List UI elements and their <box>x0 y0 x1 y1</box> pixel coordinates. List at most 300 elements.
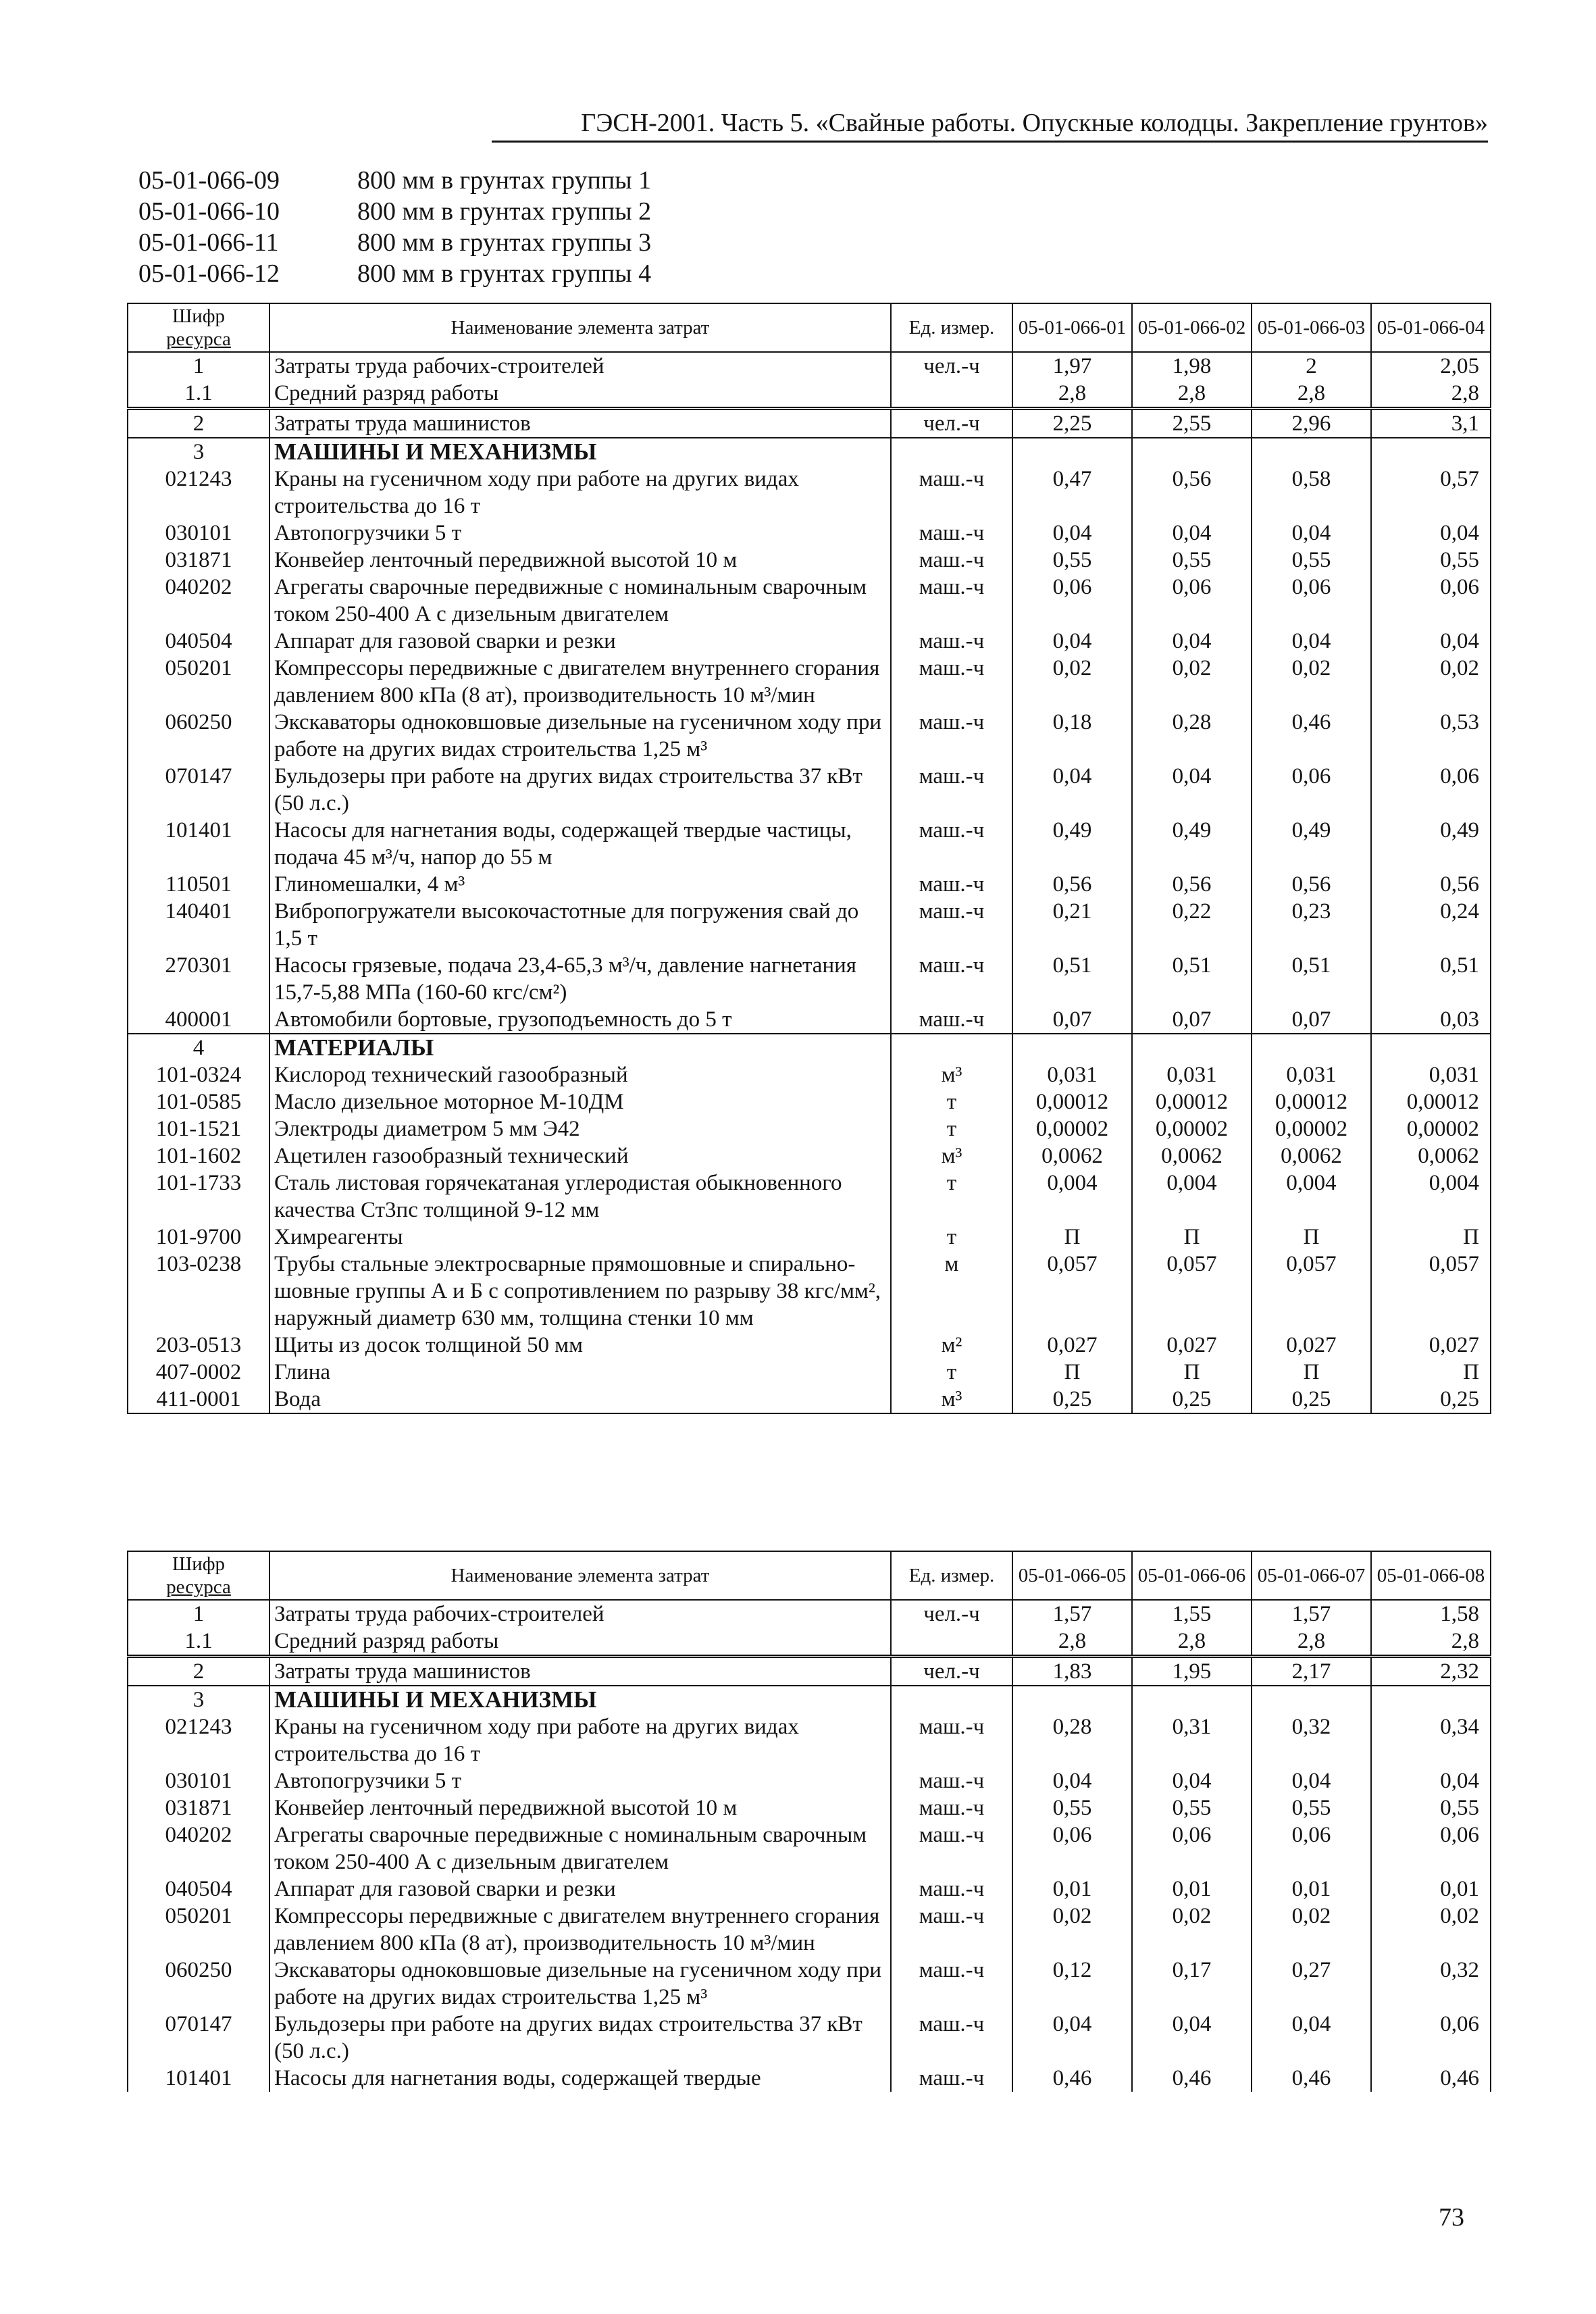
norm-value: 0,25 <box>1012 1386 1132 1413</box>
resource-name: Экскаваторы одноковшовые дизельные на гусеничном ходу при работе на других видах строительства 1,25 м³ <box>269 1957 891 2011</box>
table-row <box>128 898 1491 952</box>
norm-value: 0,28 <box>1012 1713 1132 1767</box>
resource-unit: маш.-ч <box>891 1821 1012 1876</box>
table-header-row <box>128 303 1491 352</box>
resource-cipher: 021243 <box>128 1713 269 1767</box>
norm-value: 0,04 <box>1012 2011 1132 2065</box>
resource-cipher: 1 <box>128 352 269 380</box>
table-row <box>128 817 1491 871</box>
norm-value: П <box>1132 1224 1252 1251</box>
norm-value: 0,25 <box>1252 1386 1371 1413</box>
resource-unit: чел.-ч <box>891 1657 1012 1686</box>
norm-value: 0,0062 <box>1371 1142 1491 1169</box>
table-row <box>128 1686 1491 1713</box>
norm-value: 0,02 <box>1252 1903 1371 1957</box>
norm-value: 0,027 <box>1012 1332 1132 1359</box>
norm-value: 0,51 <box>1371 952 1491 1006</box>
norm-value: 0,17 <box>1132 1957 1252 2011</box>
norm-value: 0,06 <box>1371 763 1491 817</box>
header-norm-code: 05-01-066-07 <box>1252 1551 1371 1600</box>
resource-cipher: 040202 <box>128 574 269 628</box>
resource-unit: маш.-ч <box>891 2065 1012 2092</box>
norm-value: 0,55 <box>1252 1794 1371 1821</box>
code-id: 05-01-066-10 <box>138 197 280 226</box>
resource-cipher: 031871 <box>128 547 269 574</box>
table-row <box>128 1088 1491 1115</box>
resource-unit: маш.-ч <box>891 520 1012 547</box>
norm-value: 0,49 <box>1252 817 1371 871</box>
norm-value <box>1371 1686 1491 1713</box>
resource-name: Автопогрузчики 5 т <box>269 1767 891 1794</box>
norm-value: 0,0062 <box>1132 1142 1252 1169</box>
header-rule <box>492 141 1488 143</box>
resource-unit <box>891 1686 1012 1713</box>
table-row <box>128 1903 1491 1957</box>
resource-name: Автомобили бортовые, грузоподъемность до 5 т <box>269 1006 891 1034</box>
page-header: ГЭСН-2001. Часть 5. «Свайные работы. Опускные колодцы. Закрепление грунтов» <box>581 109 1488 137</box>
norm-value: 0,27 <box>1252 1957 1371 2011</box>
norm-value: 0,04 <box>1371 1767 1491 1794</box>
section-title: МАШИНЫ И МЕХАНИЗМЫ <box>269 1686 891 1713</box>
norm-value: 0,04 <box>1371 628 1491 655</box>
resource-unit: т <box>891 1224 1012 1251</box>
resource-name: Средний разряд работы <box>269 1628 891 1657</box>
resource-unit: маш.-ч <box>891 547 1012 574</box>
resource-unit: м <box>891 1251 1012 1332</box>
norm-value <box>1371 438 1491 466</box>
code-desc: 800 мм в грунтах группы 1 <box>357 166 652 195</box>
header-norm-code: 05-01-066-01 <box>1012 303 1132 352</box>
norm-value: 0,06 <box>1252 574 1371 628</box>
norm-value: 0,22 <box>1132 898 1252 952</box>
norm-value <box>1132 1034 1252 1061</box>
norm-value: 0,02 <box>1371 1903 1491 1957</box>
norm-value: 0,04 <box>1132 520 1252 547</box>
section-title: МАТЕРИАЛЫ <box>269 1034 891 1061</box>
resource-name: Автопогрузчики 5 т <box>269 520 891 547</box>
resource-cipher: 050201 <box>128 655 269 709</box>
norm-value: П <box>1371 1359 1491 1386</box>
resource-name: Насосы для нагнетания воды, содержащей твердые <box>269 2065 891 2092</box>
norm-value: 0,031 <box>1132 1061 1252 1088</box>
table-row <box>128 655 1491 709</box>
norm-value: 0,46 <box>1252 2065 1371 2092</box>
table-row <box>128 1224 1491 1251</box>
header-cipher <box>128 1551 269 1600</box>
header-norm-code: 05-01-066-05 <box>1012 1551 1132 1600</box>
norm-value: 0,07 <box>1132 1006 1252 1034</box>
table-row <box>128 1142 1491 1169</box>
resource-unit: чел.-ч <box>891 1600 1012 1628</box>
table-row <box>128 1767 1491 1794</box>
norm-value: 0,56 <box>1132 871 1252 898</box>
norm-value: 0,49 <box>1012 817 1132 871</box>
resource-table-2 <box>127 1551 1491 2092</box>
table-row <box>128 1876 1491 1903</box>
resource-cipher: 3 <box>128 1686 269 1713</box>
norm-value: 0,04 <box>1371 520 1491 547</box>
norm-value: 0,28 <box>1132 709 1252 763</box>
resource-name: Вода <box>269 1386 891 1413</box>
resource-unit: маш.-ч <box>891 1713 1012 1767</box>
table-row <box>128 709 1491 763</box>
resource-unit <box>891 438 1012 466</box>
norm-value: 0,56 <box>1252 871 1371 898</box>
norm-value: 0,04 <box>1012 520 1132 547</box>
resource-name: Бульдозеры при работе на других видах строительства 37 кВт (50 л.с.) <box>269 763 891 817</box>
norm-value: 0,057 <box>1371 1251 1491 1332</box>
norm-value: 0,02 <box>1132 1903 1252 1957</box>
norm-value <box>1252 1034 1371 1061</box>
resource-cipher: 103-0238 <box>128 1251 269 1332</box>
resource-unit: т <box>891 1169 1012 1224</box>
resource-name: Вибропогружатели высокочастотные для погружения свай до 1,5 т <box>269 898 891 952</box>
resource-name: Химреагенты <box>269 1224 891 1251</box>
resource-cipher: 1.1 <box>128 1628 269 1657</box>
resource-name: Насосы грязевые, подача 23,4-65,3 м³/ч, давление нагнетания 15,7-5,88 МПа (160-60 кгс/см²) <box>269 952 891 1006</box>
norm-value: 0,24 <box>1371 898 1491 952</box>
resource-table-1 <box>127 303 1491 1414</box>
norm-value: 0,49 <box>1132 817 1252 871</box>
resource-cipher: 2 <box>128 1657 269 1686</box>
norm-value: 0,04 <box>1132 1767 1252 1794</box>
table-row <box>128 1600 1491 1628</box>
page-number: 73 <box>1439 2203 1464 2232</box>
norm-value: 1,55 <box>1132 1600 1252 1628</box>
resource-unit: маш.-ч <box>891 817 1012 871</box>
norm-value: 0,04 <box>1012 763 1132 817</box>
resource-cipher: 101-9700 <box>128 1224 269 1251</box>
norm-value: 0,55 <box>1132 1794 1252 1821</box>
resource-unit: маш.-ч <box>891 871 1012 898</box>
resource-cipher: 070147 <box>128 763 269 817</box>
norm-value: 0,031 <box>1371 1061 1491 1088</box>
norm-value: 0,49 <box>1371 817 1491 871</box>
norm-value: 0,031 <box>1012 1061 1132 1088</box>
table-row <box>128 763 1491 817</box>
resource-cipher: 400001 <box>128 1006 269 1034</box>
resource-unit: маш.-ч <box>891 952 1012 1006</box>
table-row <box>128 2011 1491 2065</box>
norm-value: 0,32 <box>1252 1713 1371 1767</box>
norm-value: 2,55 <box>1132 409 1252 438</box>
resource-unit: м³ <box>891 1142 1012 1169</box>
resource-name: Конвейер ленточный передвижной высотой 10 м <box>269 547 891 574</box>
norm-value: 0,004 <box>1371 1169 1491 1224</box>
resource-unit: маш.-ч <box>891 574 1012 628</box>
header-cipher-line2: ресурса <box>166 328 231 350</box>
resource-name: Средний разряд работы <box>269 380 891 409</box>
norm-value: 0,004 <box>1012 1169 1132 1224</box>
norm-value <box>1252 438 1371 466</box>
norm-value: 2 <box>1252 352 1371 380</box>
resource-cipher: 407-0002 <box>128 1359 269 1386</box>
norm-value: 0,55 <box>1371 547 1491 574</box>
table-row <box>128 380 1491 409</box>
resource-unit: маш.-ч <box>891 1957 1012 2011</box>
table-row <box>128 409 1491 438</box>
resource-unit: маш.-ч <box>891 709 1012 763</box>
table-row <box>128 438 1491 466</box>
header-cipher-line1: Шифр <box>172 1553 226 1575</box>
norm-value: 0,027 <box>1252 1332 1371 1359</box>
norm-value: 0,00012 <box>1012 1088 1132 1115</box>
header-norm-code: 05-01-066-06 <box>1132 1551 1252 1600</box>
norm-value: 0,01 <box>1252 1876 1371 1903</box>
norm-value: 0,32 <box>1371 1957 1491 2011</box>
table-row <box>128 1957 1491 2011</box>
norm-value: 0,00002 <box>1252 1115 1371 1142</box>
table-row <box>128 1628 1491 1657</box>
header-norm-code: 05-01-066-03 <box>1252 303 1371 352</box>
norm-value: 0,58 <box>1252 466 1371 520</box>
norm-value: 0,00012 <box>1132 1088 1252 1115</box>
resource-unit <box>891 380 1012 409</box>
norm-value: 0,04 <box>1132 628 1252 655</box>
header-cipher <box>128 303 269 352</box>
resource-unit: т <box>891 1088 1012 1115</box>
resource-unit: маш.-ч <box>891 1794 1012 1821</box>
code-desc: 800 мм в грунтах группы 3 <box>357 228 652 257</box>
norm-value: П <box>1012 1359 1132 1386</box>
norm-value: 2,8 <box>1132 1628 1252 1657</box>
norm-value: 0,06 <box>1371 574 1491 628</box>
table-row <box>128 547 1491 574</box>
norm-value: 2,17 <box>1252 1657 1371 1686</box>
norm-value: 2,25 <box>1012 409 1132 438</box>
code-row <box>138 258 651 289</box>
table-row <box>128 520 1491 547</box>
norm-value: 0,55 <box>1012 1794 1132 1821</box>
norm-value: 0,04 <box>1252 628 1371 655</box>
norm-value: 1,57 <box>1012 1600 1132 1628</box>
header-name: Наименование элемента затрат <box>269 1551 891 1600</box>
norm-value: 0,03 <box>1371 1006 1491 1034</box>
resource-name: Компрессоры передвижные с двигателем внутреннего сгорания давлением 800 кПа (8 ат), производительность 10 м³/мин <box>269 655 891 709</box>
norm-value: 0,00002 <box>1371 1115 1491 1142</box>
norm-value: 2,8 <box>1371 1628 1491 1657</box>
norm-value: 0,25 <box>1132 1386 1252 1413</box>
resource-name: Щиты из досок толщиной 50 мм <box>269 1332 891 1359</box>
table-header-row <box>128 1551 1491 1600</box>
norm-value: 0,46 <box>1012 2065 1132 2092</box>
norm-value: 0,51 <box>1132 952 1252 1006</box>
norm-value: 0,07 <box>1012 1006 1132 1034</box>
table-row <box>128 1386 1491 1413</box>
table-row <box>128 466 1491 520</box>
resource-name: Экскаваторы одноковшовые дизельные на гусеничном ходу при работе на других видах строительства 1,25 м³ <box>269 709 891 763</box>
resource-cipher: 270301 <box>128 952 269 1006</box>
norm-value: 0,02 <box>1252 655 1371 709</box>
norm-value: 2,32 <box>1371 1657 1491 1686</box>
norm-value: 0,01 <box>1012 1876 1132 1903</box>
norm-value: 0,55 <box>1012 547 1132 574</box>
norm-value: 0,031 <box>1252 1061 1371 1088</box>
resource-name: Затраты труда рабочих-строителей <box>269 1600 891 1628</box>
resource-name: Краны на гусеничном ходу при работе на других видах строительства до 16 т <box>269 466 891 520</box>
code-id: 05-01-066-11 <box>138 228 279 257</box>
resource-unit: маш.-ч <box>891 655 1012 709</box>
resource-name: Агрегаты сварочные передвижные с номинальным сварочным током 250-400 А с дизельным двигателем <box>269 1821 891 1876</box>
norm-value: 0,0062 <box>1012 1142 1132 1169</box>
table-row <box>128 1359 1491 1386</box>
resource-unit <box>891 1034 1012 1061</box>
table-row <box>128 352 1491 380</box>
norm-value <box>1252 1686 1371 1713</box>
resource-cipher: 3 <box>128 438 269 466</box>
header-unit: Ед. измер. <box>891 1551 1012 1600</box>
resource-cipher: 411-0001 <box>128 1386 269 1413</box>
norm-value: 1,83 <box>1012 1657 1132 1686</box>
table-row <box>128 1713 1491 1767</box>
norm-value: 0,06 <box>1371 1821 1491 1876</box>
resource-name: Краны на гусеничном ходу при работе на других видах строительства до 16 т <box>269 1713 891 1767</box>
code-row <box>138 196 651 227</box>
table-row <box>128 1169 1491 1224</box>
resource-cipher: 101401 <box>128 2065 269 2092</box>
norm-value: 0,00012 <box>1252 1088 1371 1115</box>
resource-name: Бульдозеры при работе на других видах строительства 37 кВт (50 л.с.) <box>269 2011 891 2065</box>
norm-value: 0,04 <box>1252 2011 1371 2065</box>
norm-value: 0,01 <box>1132 1876 1252 1903</box>
norm-value: 0,027 <box>1371 1332 1491 1359</box>
resource-unit: маш.-ч <box>891 2011 1012 2065</box>
norm-value: 0,12 <box>1012 1957 1132 2011</box>
table-row <box>128 1332 1491 1359</box>
norm-value: 0,057 <box>1012 1251 1132 1332</box>
norm-value: П <box>1371 1224 1491 1251</box>
norm-value: П <box>1132 1359 1252 1386</box>
resource-name: Ацетилен газообразный технический <box>269 1142 891 1169</box>
resource-cipher: 110501 <box>128 871 269 898</box>
table-row <box>128 1115 1491 1142</box>
resource-cipher: 101-1733 <box>128 1169 269 1224</box>
resource-unit: чел.-ч <box>891 352 1012 380</box>
table-row <box>128 1006 1491 1034</box>
resource-name: Глиномешалки, 4 м³ <box>269 871 891 898</box>
header-cipher-line1: Шифр <box>172 305 226 327</box>
norm-value: 1,98 <box>1132 352 1252 380</box>
resource-name: Глина <box>269 1359 891 1386</box>
resource-unit: маш.-ч <box>891 1903 1012 1957</box>
norm-value: 0,56 <box>1012 871 1132 898</box>
norm-value: 0,56 <box>1371 871 1491 898</box>
norm-value: 2,8 <box>1132 380 1252 409</box>
resource-name: Аппарат для газовой сварки и резки <box>269 628 891 655</box>
norm-value: 0,04 <box>1012 1767 1132 1794</box>
table-row <box>128 871 1491 898</box>
table-row <box>128 952 1491 1006</box>
norm-value: 0,46 <box>1371 2065 1491 2092</box>
norm-value: 0,51 <box>1012 952 1132 1006</box>
norm-value: 0,00012 <box>1371 1088 1491 1115</box>
table-row <box>128 1061 1491 1088</box>
norm-value: 2,8 <box>1252 1628 1371 1657</box>
norm-value <box>1012 1034 1132 1061</box>
resource-name: Масло дизельное моторное М-10ДМ <box>269 1088 891 1115</box>
norm-value <box>1012 1686 1132 1713</box>
norm-value: 1,95 <box>1132 1657 1252 1686</box>
resource-name: Кислород технический газообразный <box>269 1061 891 1088</box>
resource-name: Затраты труда машинистов <box>269 409 891 438</box>
norm-value: 0,02 <box>1012 1903 1132 1957</box>
norm-value: 0,06 <box>1012 574 1132 628</box>
norm-value: 1,58 <box>1371 1600 1491 1628</box>
norm-value: 0,04 <box>1132 2011 1252 2065</box>
norm-value: 0,02 <box>1012 655 1132 709</box>
resource-name: Электроды диаметром 5 мм Э42 <box>269 1115 891 1142</box>
resource-name: Затраты труда рабочих-строителей <box>269 352 891 380</box>
table-row <box>128 1657 1491 1686</box>
resource-cipher: 101-1602 <box>128 1142 269 1169</box>
norm-value: 0,55 <box>1371 1794 1491 1821</box>
resource-cipher: 070147 <box>128 2011 269 2065</box>
norm-value: 0,06 <box>1252 1821 1371 1876</box>
resource-name: Аппарат для газовой сварки и резки <box>269 1876 891 1903</box>
norm-value <box>1132 1686 1252 1713</box>
norm-value: 0,46 <box>1252 709 1371 763</box>
norm-value: 0,06 <box>1132 574 1252 628</box>
resource-name: Насосы для нагнетания воды, содержащей твердые частицы, подача 45 м³/ч, напор до 55 м <box>269 817 891 871</box>
norm-value: 0,06 <box>1132 1821 1252 1876</box>
resource-cipher: 2 <box>128 409 269 438</box>
code-list <box>138 165 651 289</box>
code-id: 05-01-066-09 <box>138 166 280 195</box>
norm-value: 0,53 <box>1371 709 1491 763</box>
norm-value: 0,01 <box>1371 1876 1491 1903</box>
header-norm-code: 05-01-066-08 <box>1371 1551 1491 1600</box>
table-row <box>128 1251 1491 1332</box>
norm-value: 0,07 <box>1252 1006 1371 1034</box>
norm-value: 0,55 <box>1132 547 1252 574</box>
norm-value: 0,23 <box>1252 898 1371 952</box>
table-row <box>128 1794 1491 1821</box>
resource-name: Агрегаты сварочные передвижные с номинальным сварочным током 250-400 А с дизельным двигателем <box>269 574 891 628</box>
resource-unit: м² <box>891 1332 1012 1359</box>
header-norm-code: 05-01-066-02 <box>1132 303 1252 352</box>
norm-value <box>1371 1034 1491 1061</box>
resource-unit: маш.-ч <box>891 763 1012 817</box>
resource-cipher: 101-0324 <box>128 1061 269 1088</box>
norm-value: 0,06 <box>1252 763 1371 817</box>
norm-value: 0,057 <box>1252 1251 1371 1332</box>
resource-unit: маш.-ч <box>891 898 1012 952</box>
norm-value: 0,004 <box>1252 1169 1371 1224</box>
norm-value: 0,46 <box>1132 2065 1252 2092</box>
norm-value: 0,31 <box>1132 1713 1252 1767</box>
norm-value: 0,21 <box>1012 898 1132 952</box>
norm-value: 0,0062 <box>1252 1142 1371 1169</box>
resource-cipher: 101401 <box>128 817 269 871</box>
resource-unit: т <box>891 1115 1012 1142</box>
resource-cipher: 040504 <box>128 1876 269 1903</box>
norm-value: 0,00002 <box>1132 1115 1252 1142</box>
norm-value: 0,34 <box>1371 1713 1491 1767</box>
norm-value: П <box>1252 1359 1371 1386</box>
resource-unit <box>891 1628 1012 1657</box>
resource-cipher: 021243 <box>128 466 269 520</box>
resource-cipher: 060250 <box>128 1957 269 2011</box>
resource-cipher: 040202 <box>128 1821 269 1876</box>
resource-cipher: 030101 <box>128 1767 269 1794</box>
table-row <box>128 628 1491 655</box>
resource-cipher: 1.1 <box>128 380 269 409</box>
norm-value <box>1132 438 1252 466</box>
norm-value: 0,06 <box>1371 2011 1491 2065</box>
norm-value: 0,47 <box>1012 466 1132 520</box>
resource-unit: т <box>891 1359 1012 1386</box>
header-cipher-line2: ресурса <box>166 1576 231 1598</box>
